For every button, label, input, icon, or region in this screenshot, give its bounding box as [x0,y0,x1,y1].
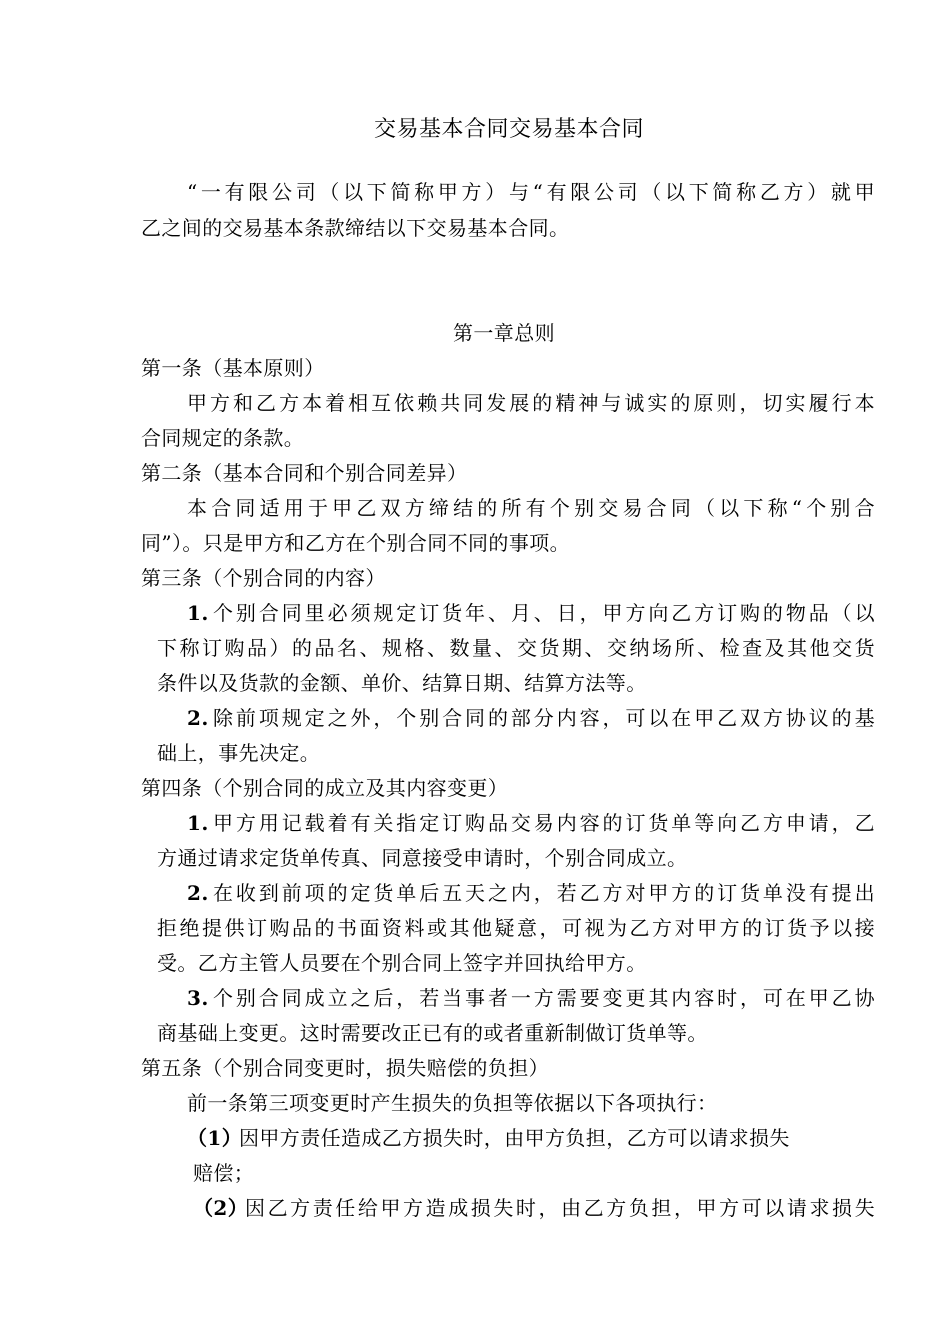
article-3-heading: 第三条（个别合同的内容） [141,566,386,590]
article-3-item-1-number: 1. [187,601,209,625]
article-4-item-3-number: 3. [187,986,209,1010]
intro-line-1: “一有限公司（以下简称甲方）与“有限公司（以下简称乙方）就甲 [187,180,875,204]
article-5-item-1-line-2: 赔偿； [193,1161,255,1185]
article-5-line-1: 前一条第三项变更时产生损失的负担等依据以下各项执行： [187,1091,718,1115]
article-4-item-2-number: 2. [187,881,209,905]
article-5-item-1-number: （1） [187,1126,243,1150]
article-5-item-1-line-1: 因甲方责任造成乙方损失时，由甲方负担，乙方可以请求损失 [239,1126,790,1150]
intro-line-2: 乙之间的交易基本条款缔结以下交易基本合同。 [141,216,570,240]
article-3-item-1-line-3: 条件以及货款的金额、单价、结算日期、结算方法等。 [157,671,647,695]
article-4-item-3-line-2: 商基础上变更。这时需要改正已有的或者重新制做订货单等。 [157,1021,708,1045]
article-3-item-1-line-2: 下称订购品）的品名、规格、数量、交货期、交纳场所、检查及其他交货 [157,636,875,660]
article-2-heading: 第二条（基本合同和个别合同差异） [141,461,468,485]
article-3-item-1-line-1: 个别合同里必须规定订货年、月、日，甲方向乙方订购的物品（以 [213,601,875,625]
article-4-item-2-line-1: 在收到前项的定货单后五天之内，若乙方对甲方的订货单没有提出 [213,881,875,905]
article-5-heading: 第五条（个别合同变更时，损失赔偿的负担） [141,1056,549,1080]
article-1-heading: 第一条（基本原则） [141,356,325,380]
article-1-line-2: 合同规定的条款。 [141,426,305,450]
document-title: 交易基本合同交易基本合同 [374,117,645,142]
article-5-item-2-number: （2） [193,1196,249,1220]
article-4-heading: 第四条（个别合同的成立及其内容变更） [141,776,509,800]
article-4-item-1-line-1: 甲方用记载着有关指定订购品交易内容的订货单等向乙方申请，乙 [213,811,875,835]
article-2-line-1: 本合同适用于甲乙双方缔结的所有个别交易合同（以下称“个别合 [187,496,875,520]
article-5-item-2-line-1: 因乙方责任给甲方造成损失时，由乙方负担，甲方可以请求损失 [245,1196,875,1220]
chapter-title: 第一章总则 [453,321,555,345]
article-4-item-1-line-2: 方通过请求定货单传真、同意接受申请时，个别合同成立。 [157,846,688,870]
article-3-item-2-line-1: 除前项规定之外，个别合同的部分内容，可以在甲乙双方协议的基 [213,706,875,730]
article-4-item-1-number: 1. [187,811,209,835]
article-3-item-2-line-2: 础上，事先决定。 [157,741,321,765]
article-1-line-1: 甲方和乙方本着相互依赖共同发展的精神与诚实的原则，切实履行本 [187,391,875,415]
article-4-item-2-line-2: 拒绝提供订购品的书面资料或其他疑意，可视为乙方对甲方的订货予以接 [157,916,875,940]
article-2-line-2: 同”）。只是甲方和乙方在个别合同不同的事项。 [141,531,571,555]
article-3-item-2-number: 2. [187,706,209,730]
article-4-item-3-line-1: 个别合同成立之后，若当事者一方需要变更其内容时，可在甲乙协 [213,986,875,1010]
article-4-item-2-line-3: 受。乙方主管人员要在个别合同上签字并回执给甲方。 [157,951,647,975]
